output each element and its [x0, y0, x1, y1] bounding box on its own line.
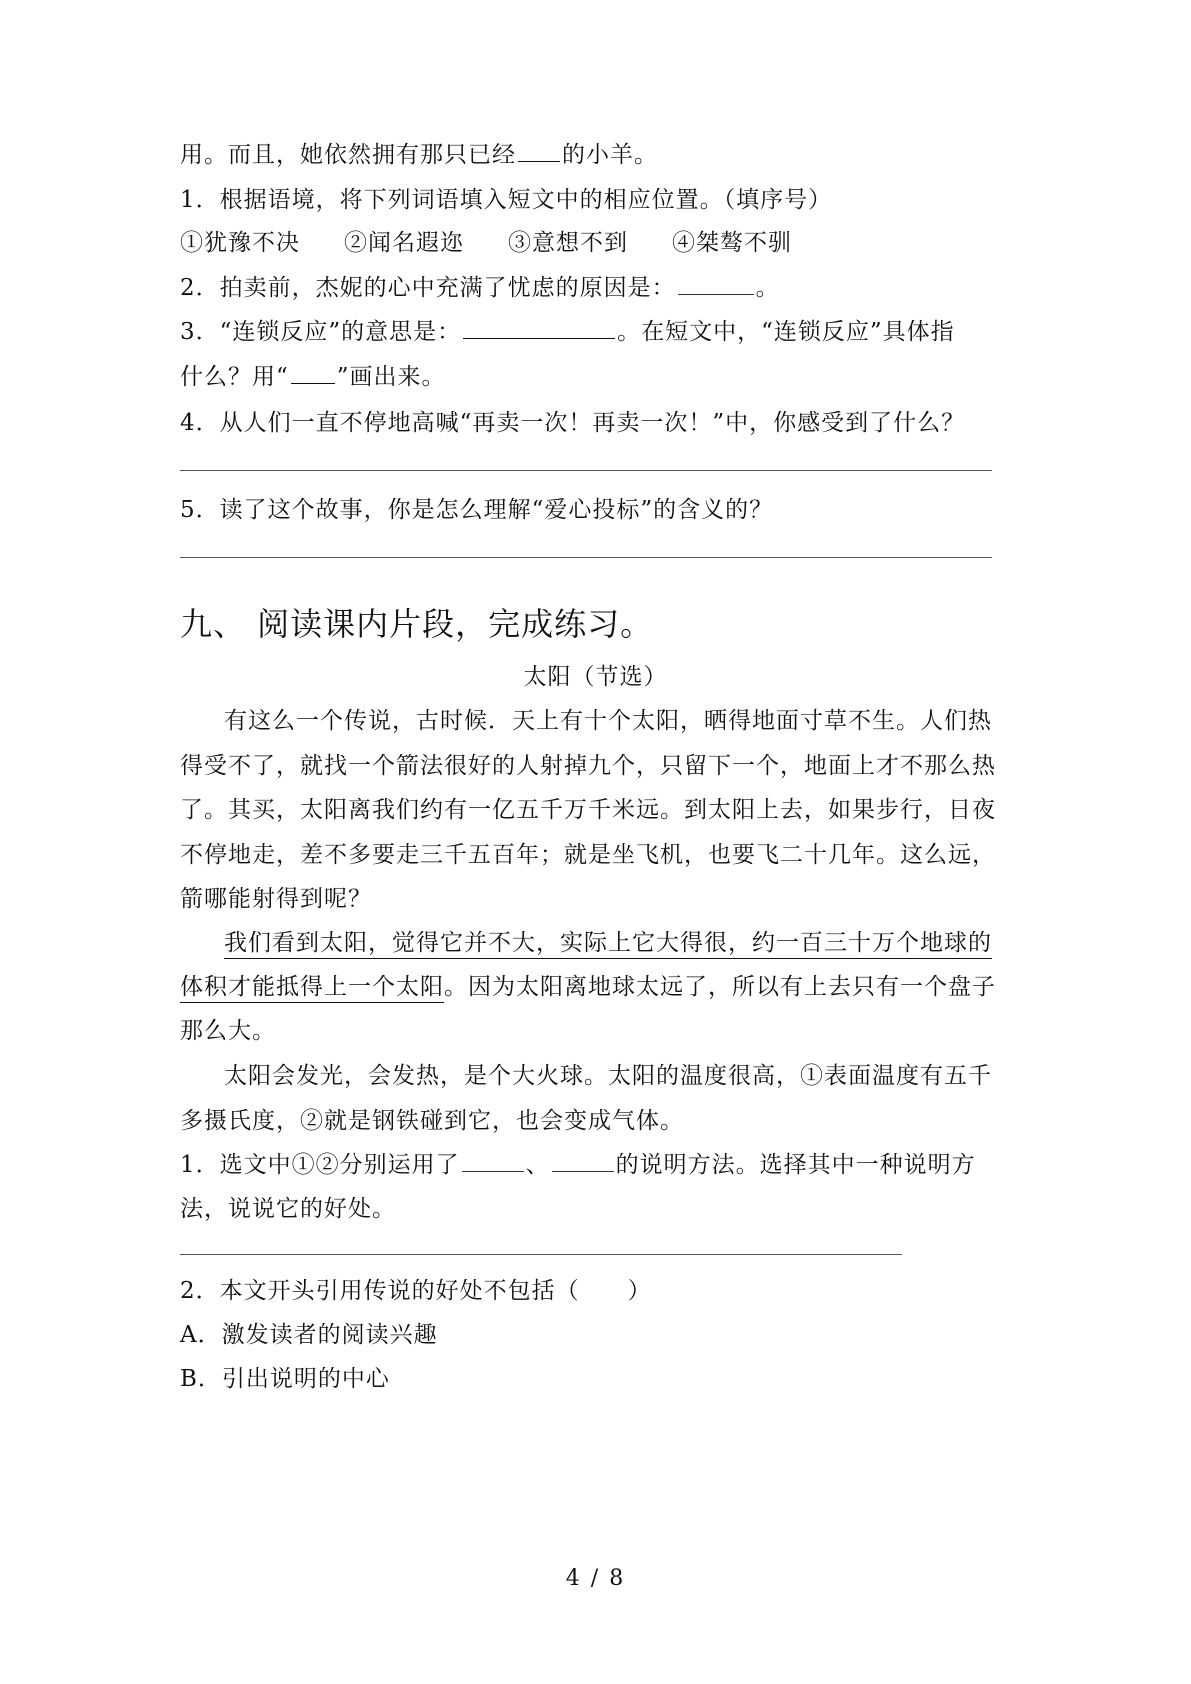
passage-line: 不停地走，差不多要走三千五百年；就是坐飞机，也要飞二十几年。这么远， — [180, 842, 996, 868]
passage-line — [180, 140, 658, 170]
question-9-1 — [180, 1150, 976, 1180]
underlined-sentence: 体积才能抵得上一个太阳 — [180, 974, 444, 1003]
word-options — [180, 228, 792, 258]
option-2: ②闻名遐迩 — [344, 230, 464, 256]
question-text: 。在短文中，“连锁反应”具体指 — [617, 319, 955, 345]
passage-text: 用。而且，她依然拥有那只已经 — [180, 142, 516, 168]
passage-line: 箭哪能射得到呢？ — [180, 886, 372, 912]
question-3-continued — [180, 362, 446, 392]
section-heading: 九、 阅读课内片段，完成练习。 — [180, 605, 654, 643]
option-3: ③意想不到 — [508, 230, 628, 256]
passage-text: 的小羊。 — [562, 142, 658, 168]
fill-blank[interactable] — [463, 337, 615, 339]
question-2 — [180, 273, 780, 303]
passage-line: 多摄氏度，②就是钢铁碰到它，也会变成气体。 — [180, 1108, 684, 1134]
passage-line: 有这么一个传说，古时候．天上有十个太阳，晒得地面寸草不生。人们热 — [224, 708, 992, 734]
question-text: 2．拍卖前，杰妮的心中充满了忧虑的原因是： — [180, 275, 676, 301]
question-text: 。 — [755, 275, 780, 301]
passage-line — [224, 928, 992, 958]
question-4: 4．从人们一直不停地高喊“再卖一次！再卖一次！”中，你感受到了什么？ — [180, 410, 966, 436]
question-9-1-continued: 法，说说它的好处。 — [180, 1196, 396, 1222]
passage-line — [180, 972, 996, 1002]
page-number: 4 / 8 — [565, 1566, 626, 1591]
passage-line: 了。其买，太阳离我们约有一亿五千万千米远。到太阳上去，如果步行，日夜 — [180, 797, 996, 823]
passage-line: 那么大。 — [180, 1018, 276, 1044]
option-1: ①犹豫不决 — [180, 230, 300, 256]
passage-line: 太阳会发光，会发热，是个大火球。太阳的温度很高，①表面温度有五千 — [224, 1063, 992, 1089]
choice-a[interactable]: A．激发读者的阅读兴趣 — [180, 1322, 438, 1348]
fill-blank[interactable] — [552, 1170, 614, 1172]
choice-b[interactable]: B．引出说明的中心 — [180, 1366, 390, 1392]
question-text: ”画出来。 — [336, 364, 446, 390]
question-5: 5．读了这个故事，你是怎么理解“爱心投标”的含义的？ — [180, 497, 774, 523]
question-9-2: 2．本文开头引用传说的好处不包括（ ） — [180, 1278, 652, 1304]
fill-blank[interactable] — [678, 293, 754, 295]
underline-sample — [291, 382, 335, 384]
answer-line[interactable] — [180, 557, 992, 558]
question-1: 1．根据语境，将下列词语填入短文中的相应位置。（填序号） — [180, 187, 833, 213]
passage-text: 。因为太阳离地球太远了，所以有上去只有一个盘子 — [444, 974, 996, 1000]
question-text: 的说明方法。选择其中一种说明方 — [615, 1152, 976, 1178]
question-3 — [180, 317, 955, 347]
question-text: 3．“连锁反应”的意思是： — [180, 319, 462, 345]
option-4: ④桀骜不驯 — [672, 230, 792, 256]
answer-line[interactable] — [180, 470, 992, 471]
passage-line: 得受不了，就找一个箭法很好的人射掉九个，只留下一个，地面上才不那么热 — [180, 753, 996, 779]
fill-blank[interactable] — [462, 1170, 524, 1172]
fill-blank[interactable] — [518, 160, 560, 162]
question-text: 1．选文中①②分别运用了 — [180, 1152, 460, 1178]
answer-line[interactable] — [180, 1254, 902, 1255]
question-text: 、 — [525, 1152, 550, 1178]
passage-title: 太阳（节选） — [523, 664, 668, 690]
underlined-sentence: 我们看到太阳，觉得它并不大，实际上它大得很，约一百三十万个地球的 — [224, 930, 992, 959]
question-text: 什么？用“ — [180, 364, 289, 390]
